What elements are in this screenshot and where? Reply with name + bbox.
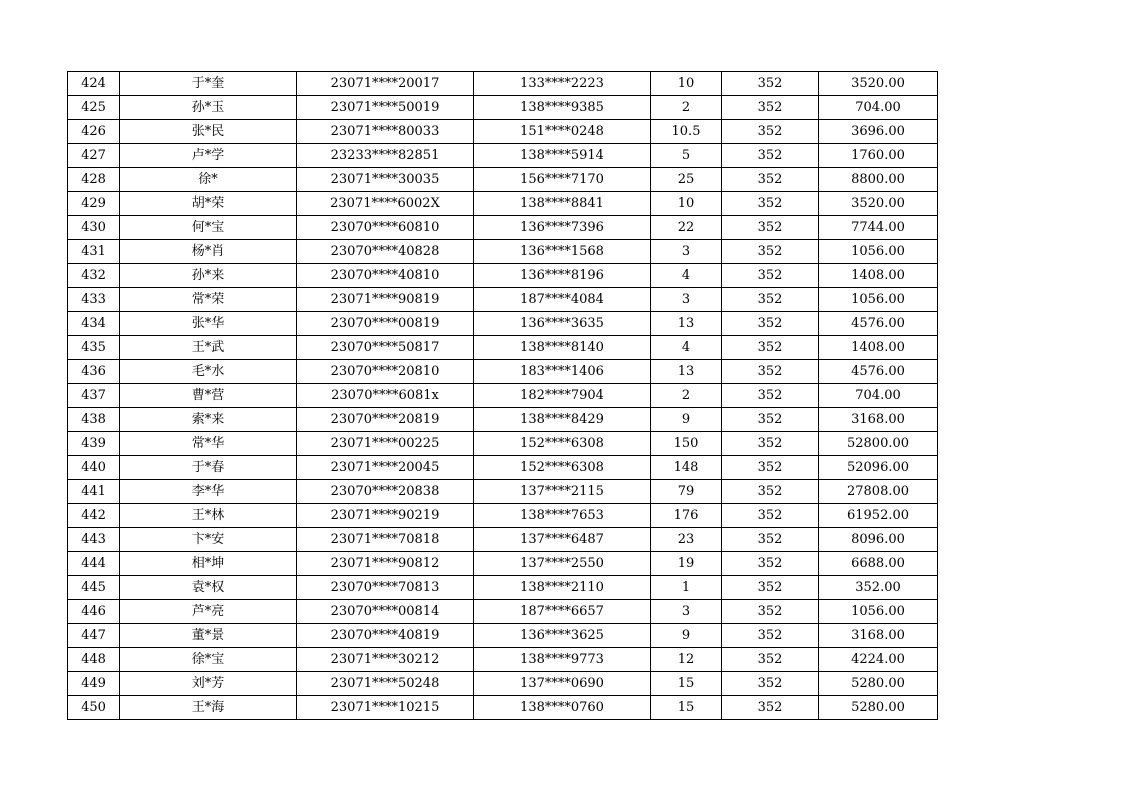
cell-rate: 352 — [722, 192, 819, 216]
cell-phone: 156****7170 — [474, 168, 651, 192]
cell-name: 王*林 — [120, 504, 297, 528]
cell-name: 徐* — [120, 168, 297, 192]
cell-id-number: 23071****90219 — [297, 504, 474, 528]
cell-name: 徐*宝 — [120, 648, 297, 672]
cell-amount: 3696.00 — [819, 120, 938, 144]
cell-id-number: 23070****40828 — [297, 240, 474, 264]
cell-amount: 3168.00 — [819, 408, 938, 432]
cell-phone: 137****0690 — [474, 672, 651, 696]
cell-name: 王*武 — [120, 336, 297, 360]
cell-phone: 187****4084 — [474, 288, 651, 312]
cell-rate: 352 — [722, 168, 819, 192]
cell-index: 436 — [68, 360, 120, 384]
cell-index: 434 — [68, 312, 120, 336]
cell-phone: 152****6308 — [474, 432, 651, 456]
cell-id-number: 23070****20810 — [297, 360, 474, 384]
cell-amount: 61952.00 — [819, 504, 938, 528]
table-row — [68, 576, 938, 600]
cell-name: 董*景 — [120, 624, 297, 648]
table-row — [68, 600, 938, 624]
cell-index: 444 — [68, 552, 120, 576]
cell-rate: 352 — [722, 144, 819, 168]
table-row — [68, 168, 938, 192]
cell-id-number: 23071****80033 — [297, 120, 474, 144]
cell-phone: 138****8841 — [474, 192, 651, 216]
cell-index: 445 — [68, 576, 120, 600]
table-row — [68, 528, 938, 552]
cell-phone: 136****8196 — [474, 264, 651, 288]
cell-index: 431 — [68, 240, 120, 264]
table-row — [68, 144, 938, 168]
cell-phone: 136****3625 — [474, 624, 651, 648]
cell-quantity: 3 — [651, 600, 722, 624]
cell-index: 439 — [68, 432, 120, 456]
table-row — [68, 216, 938, 240]
cell-amount: 4224.00 — [819, 648, 938, 672]
table-row — [68, 696, 938, 720]
cell-amount: 8096.00 — [819, 528, 938, 552]
cell-quantity: 13 — [651, 360, 722, 384]
cell-index: 427 — [68, 144, 120, 168]
cell-rate: 352 — [722, 360, 819, 384]
cell-rate: 352 — [722, 600, 819, 624]
cell-amount: 1056.00 — [819, 288, 938, 312]
cell-id-number: 23071****70818 — [297, 528, 474, 552]
cell-id-number: 23071****6002X — [297, 192, 474, 216]
cell-phone: 138****5914 — [474, 144, 651, 168]
table-row — [68, 336, 938, 360]
cell-quantity: 10.5 — [651, 120, 722, 144]
cell-rate: 352 — [722, 240, 819, 264]
table-row — [68, 96, 938, 120]
cell-index: 429 — [68, 192, 120, 216]
cell-amount: 3520.00 — [819, 192, 938, 216]
cell-id-number: 23071****10215 — [297, 696, 474, 720]
cell-name: 相*坤 — [120, 552, 297, 576]
cell-rate: 352 — [722, 504, 819, 528]
cell-phone: 136****3635 — [474, 312, 651, 336]
cell-name: 张*民 — [120, 120, 297, 144]
cell-name: 曹*营 — [120, 384, 297, 408]
cell-phone: 138****0760 — [474, 696, 651, 720]
cell-rate: 352 — [722, 384, 819, 408]
cell-amount: 5280.00 — [819, 672, 938, 696]
table-row — [68, 240, 938, 264]
table-row — [68, 480, 938, 504]
cell-rate: 352 — [722, 552, 819, 576]
cell-id-number: 23071****30212 — [297, 648, 474, 672]
cell-name: 索*来 — [120, 408, 297, 432]
cell-amount: 704.00 — [819, 384, 938, 408]
cell-quantity: 4 — [651, 336, 722, 360]
cell-quantity: 12 — [651, 648, 722, 672]
cell-index: 443 — [68, 528, 120, 552]
cell-amount: 3520.00 — [819, 72, 938, 96]
cell-phone: 137****2115 — [474, 480, 651, 504]
table-row — [68, 384, 938, 408]
cell-index: 447 — [68, 624, 120, 648]
cell-rate: 352 — [722, 264, 819, 288]
cell-quantity: 15 — [651, 672, 722, 696]
cell-id-number: 23071****00225 — [297, 432, 474, 456]
cell-id-number: 23070****00814 — [297, 600, 474, 624]
cell-index: 441 — [68, 480, 120, 504]
cell-name: 孙*来 — [120, 264, 297, 288]
cell-phone: 151****0248 — [474, 120, 651, 144]
cell-name: 孙*玉 — [120, 96, 297, 120]
cell-id-number: 23070****00819 — [297, 312, 474, 336]
cell-id-number: 23071****30035 — [297, 168, 474, 192]
cell-rate: 352 — [722, 288, 819, 312]
table-row — [68, 120, 938, 144]
cell-quantity: 176 — [651, 504, 722, 528]
table-row — [68, 504, 938, 528]
cell-name: 张*华 — [120, 312, 297, 336]
cell-name: 李*华 — [120, 480, 297, 504]
table-row — [68, 72, 938, 96]
table-row — [68, 552, 938, 576]
cell-phone: 138****9385 — [474, 96, 651, 120]
cell-rate: 352 — [722, 408, 819, 432]
cell-name: 王*海 — [120, 696, 297, 720]
cell-rate: 352 — [722, 576, 819, 600]
cell-quantity: 2 — [651, 96, 722, 120]
cell-name: 杨*肖 — [120, 240, 297, 264]
table-row — [68, 264, 938, 288]
table-row — [68, 672, 938, 696]
cell-rate: 352 — [722, 480, 819, 504]
cell-name: 刘*芳 — [120, 672, 297, 696]
cell-id-number: 23233****82851 — [297, 144, 474, 168]
cell-id-number: 23071****90819 — [297, 288, 474, 312]
cell-quantity: 5 — [651, 144, 722, 168]
table-row — [68, 288, 938, 312]
cell-name: 卢*学 — [120, 144, 297, 168]
cell-amount: 352.00 — [819, 576, 938, 600]
cell-phone: 133****2223 — [474, 72, 651, 96]
cell-index: 442 — [68, 504, 120, 528]
cell-rate: 352 — [722, 72, 819, 96]
cell-index: 433 — [68, 288, 120, 312]
cell-id-number: 23070****60810 — [297, 216, 474, 240]
table-body — [68, 72, 938, 720]
cell-index: 428 — [68, 168, 120, 192]
cell-amount: 52096.00 — [819, 456, 938, 480]
cell-index: 440 — [68, 456, 120, 480]
table-row — [68, 408, 938, 432]
cell-phone: 138****8140 — [474, 336, 651, 360]
cell-quantity: 3 — [651, 240, 722, 264]
table-row — [68, 456, 938, 480]
cell-phone: 183****1406 — [474, 360, 651, 384]
data-table — [67, 71, 938, 720]
cell-rate: 352 — [722, 528, 819, 552]
cell-rate: 352 — [722, 312, 819, 336]
cell-phone: 187****6657 — [474, 600, 651, 624]
cell-name: 常*荣 — [120, 288, 297, 312]
cell-quantity: 9 — [651, 624, 722, 648]
cell-amount: 1056.00 — [819, 240, 938, 264]
cell-id-number: 23070****6081x — [297, 384, 474, 408]
table-row — [68, 360, 938, 384]
cell-quantity: 79 — [651, 480, 722, 504]
cell-quantity: 13 — [651, 312, 722, 336]
cell-index: 425 — [68, 96, 120, 120]
cell-quantity: 150 — [651, 432, 722, 456]
cell-amount: 4576.00 — [819, 312, 938, 336]
cell-id-number: 23070****40819 — [297, 624, 474, 648]
cell-name: 毛*水 — [120, 360, 297, 384]
cell-rate: 352 — [722, 120, 819, 144]
table-row — [68, 192, 938, 216]
cell-phone: 182****7904 — [474, 384, 651, 408]
cell-id-number: 23070****50817 — [297, 336, 474, 360]
cell-phone: 137****2550 — [474, 552, 651, 576]
cell-amount: 6688.00 — [819, 552, 938, 576]
cell-phone: 136****7396 — [474, 216, 651, 240]
table-row — [68, 624, 938, 648]
cell-phone: 138****2110 — [474, 576, 651, 600]
cell-name: 胡*荣 — [120, 192, 297, 216]
cell-name: 袁*权 — [120, 576, 297, 600]
cell-quantity: 23 — [651, 528, 722, 552]
cell-amount: 1408.00 — [819, 264, 938, 288]
cell-name: 常*华 — [120, 432, 297, 456]
cell-amount: 27808.00 — [819, 480, 938, 504]
cell-index: 438 — [68, 408, 120, 432]
cell-amount: 5280.00 — [819, 696, 938, 720]
cell-quantity: 9 — [651, 408, 722, 432]
cell-phone: 138****9773 — [474, 648, 651, 672]
cell-id-number: 23070****70813 — [297, 576, 474, 600]
cell-rate: 352 — [722, 96, 819, 120]
cell-amount: 8800.00 — [819, 168, 938, 192]
cell-quantity: 25 — [651, 168, 722, 192]
cell-index: 450 — [68, 696, 120, 720]
cell-rate: 352 — [722, 696, 819, 720]
cell-name: 何*宝 — [120, 216, 297, 240]
cell-index: 424 — [68, 72, 120, 96]
cell-rate: 352 — [722, 624, 819, 648]
cell-name: 卞*安 — [120, 528, 297, 552]
cell-name: 芦*亮 — [120, 600, 297, 624]
cell-id-number: 23071****50248 — [297, 672, 474, 696]
cell-id-number: 23070****20838 — [297, 480, 474, 504]
cell-phone: 138****8429 — [474, 408, 651, 432]
cell-amount: 52800.00 — [819, 432, 938, 456]
cell-index: 435 — [68, 336, 120, 360]
cell-amount: 7744.00 — [819, 216, 938, 240]
cell-rate: 352 — [722, 456, 819, 480]
cell-rate: 352 — [722, 216, 819, 240]
cell-id-number: 23070****20819 — [297, 408, 474, 432]
cell-id-number: 23071****50019 — [297, 96, 474, 120]
cell-index: 449 — [68, 672, 120, 696]
cell-quantity: 3 — [651, 288, 722, 312]
cell-rate: 352 — [722, 432, 819, 456]
cell-index: 446 — [68, 600, 120, 624]
cell-phone: 152****6308 — [474, 456, 651, 480]
table-row — [68, 312, 938, 336]
cell-index: 432 — [68, 264, 120, 288]
cell-amount: 3168.00 — [819, 624, 938, 648]
cell-amount: 1056.00 — [819, 600, 938, 624]
cell-rate: 352 — [722, 672, 819, 696]
cell-quantity: 15 — [651, 696, 722, 720]
cell-name: 于*春 — [120, 456, 297, 480]
cell-quantity: 4 — [651, 264, 722, 288]
table-row — [68, 648, 938, 672]
cell-phone: 137****6487 — [474, 528, 651, 552]
cell-quantity: 2 — [651, 384, 722, 408]
cell-id-number: 23071****20017 — [297, 72, 474, 96]
cell-quantity: 22 — [651, 216, 722, 240]
cell-index: 437 — [68, 384, 120, 408]
cell-phone: 136****1568 — [474, 240, 651, 264]
cell-id-number: 23071****20045 — [297, 456, 474, 480]
cell-quantity: 148 — [651, 456, 722, 480]
cell-id-number: 23070****40810 — [297, 264, 474, 288]
cell-id-number: 23071****90812 — [297, 552, 474, 576]
cell-quantity: 1 — [651, 576, 722, 600]
cell-index: 426 — [68, 120, 120, 144]
cell-amount: 4576.00 — [819, 360, 938, 384]
cell-quantity: 19 — [651, 552, 722, 576]
cell-rate: 352 — [722, 648, 819, 672]
cell-rate: 352 — [722, 336, 819, 360]
cell-amount: 1408.00 — [819, 336, 938, 360]
cell-name: 于*奎 — [120, 72, 297, 96]
cell-amount: 1760.00 — [819, 144, 938, 168]
cell-quantity: 10 — [651, 192, 722, 216]
cell-amount: 704.00 — [819, 96, 938, 120]
cell-quantity: 10 — [651, 72, 722, 96]
cell-phone: 138****7653 — [474, 504, 651, 528]
cell-index: 448 — [68, 648, 120, 672]
table-row — [68, 432, 938, 456]
cell-index: 430 — [68, 216, 120, 240]
